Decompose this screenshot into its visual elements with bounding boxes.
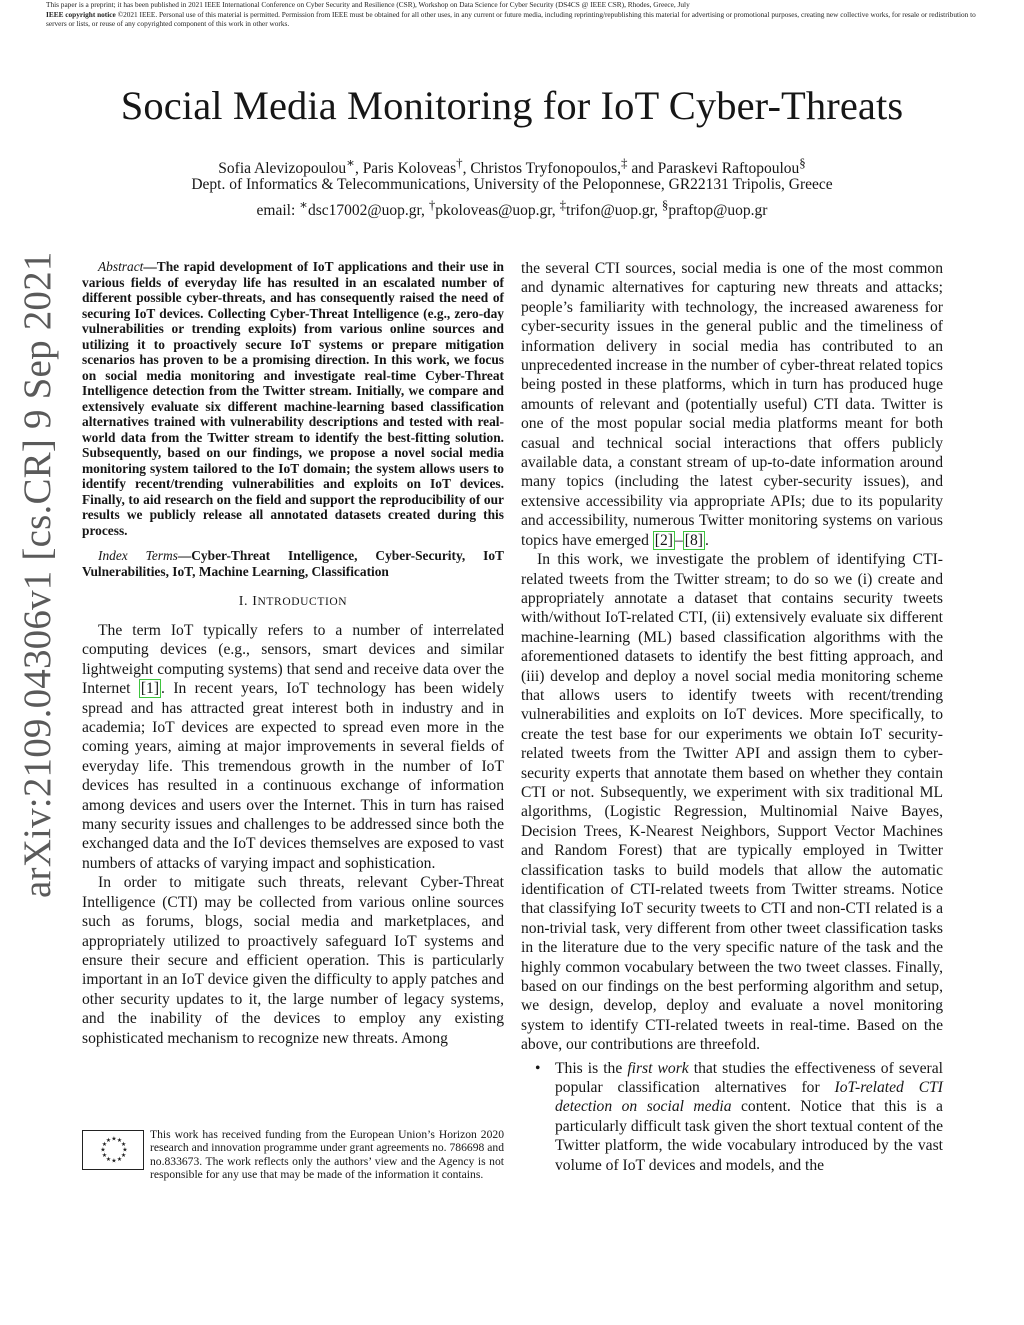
copyright-notice	[46, 0, 986, 29]
email-2-mark: †	[428, 197, 436, 212]
abstract	[82, 259, 504, 538]
notice-text: ©2021 IEEE. Personal use of this material is permitted. Permission from IEEE must be obtained for all other uses, in any current or future media, including reprinting/republishing this material for advertising or promotional purposes, creating new collective works, for resale or redistribution to servers or lists, or reuse of any copyrighted component of this work in other works.	[46, 9, 976, 29]
bullet-text-b: that studies the effectiveness of several popular classification alternatives for	[555, 1059, 943, 1097]
email-3-mark: ‡	[559, 197, 567, 212]
eu-star-icon: ★	[120, 1142, 127, 1148]
index-terms	[82, 548, 504, 579]
bullet-emphasis-2: IoT-related CTI detection on social media	[555, 1079, 943, 1116]
author-4: and Paraskevi Raftopoulou	[627, 160, 800, 178]
right-p1-start: the several CTI sources, social media is one of the most common and dynamic alternatives for capturing new threats and attacks; people’s familiarity with technology, the increased awareness for cyber-security issues in the general public and the timeliness of information delivery in social media has contributed to an unprecedented increase in the number of cyber-threat related topics being posted in these platforms, which in turn has produced huge amounts of relevant and (potentially useful) CTI data. Twitter is one of the most popular social media platforms meant for both casual and technical social interactions that offers publicly available data, a constant stream of up-to-date information around many topics (including the latest cyber-security issues), and extensive accessibility via appropriate APIs; due to its popularity and accessibility, numerous Twitter monitoring systems on various topics have emerged	[521, 260, 943, 549]
email-4-mark: §	[661, 197, 669, 212]
index-terms-text: —Cyber-Threat Intelligence, Cyber-Security, IoT Vulnerabilities, IoT, Machine Learning, Classification	[82, 548, 504, 579]
affiliation: Dept. of Informatics & Telecommunications, University of the Peloponnese, GR22131 Tripolis, Greece	[191, 176, 833, 193]
section-number: I.	[238, 594, 253, 609]
intro-paragraph-1	[82, 621, 504, 873]
eu-star-icon: ★	[101, 1142, 108, 1148]
eu-star-icon: ★	[116, 1157, 123, 1164]
author-2: , Paris Koloveas	[354, 160, 457, 178]
bullet-text-a: This is the	[555, 1059, 628, 1077]
author-3-mark: ‡	[621, 155, 628, 170]
email-list	[0, 195, 1024, 221]
author-1: Sofia Alevizopoulou	[218, 160, 347, 178]
notice-label: IEEE copyright notice	[46, 9, 116, 19]
notice-line-2	[46, 10, 986, 29]
citation-link-2[interactable]: [2]	[654, 531, 673, 549]
author-4-mark: §	[799, 155, 806, 170]
author-1-mark: ∗	[346, 155, 355, 170]
contribution-bullet-1	[521, 1059, 943, 1175]
intro-p1-start: The term IoT typically refers to a number of interrelated computing devices (e.g., sensors, smart devices and similar lightweight computing systems) that send and receive data over the Internet	[82, 622, 504, 698]
eu-star-icon: ★	[105, 1137, 112, 1144]
right-column	[521, 259, 943, 1175]
email-prefix: email:	[256, 202, 300, 220]
footnote-text: This work has received funding from the European Union’s Horizon 2020 research and innovation programme under grant agreements no. 786698 and no.833673. The work reflects only the authors’ view and the Agency is not responsible for any use that may be made of the information it contains.	[150, 1128, 504, 1182]
bullet-icon: •	[535, 1059, 541, 1077]
abstract-text: —The rapid development of IoT applications and their use in various fields of everyday life has resulted in an escalated number of different possible cyber-threats, and has consequently raised the need of securing IoT devices. Collecting Cyber-Threat Intelligence (e.g., zero-day vulnerabilities or trending exploits) from various online sources and utilizing it to proactively secure IoT systems or prepare mitigation scenarios has proven to be a promising direction. In this work, we focus on social media monitoring and investigate real-time Cyber-Threat Intelligence detection from the Twitter stream. Initially, we compare and extensively evaluate six different machine-learning based classification alternatives trained with vulnerability descriptions and tested with real-world data from the Twitter stream to identify the best-fitting solution. Subsequently, based on our findings, we propose a novel social media monitoring system tailored to the IoT domain; the system allows users to identify recent/trending vulnerabilities and exploits on IoT devices. Finally, to aid research on the field and support the reproducibility of our results we publicly release all annotated datasets created during this process.	[82, 259, 504, 538]
arxiv-identifier: arXiv:2109.04306v1 [cs.CR] 9 Sep 2021	[16, 251, 59, 898]
index-terms-lead: Index Terms	[98, 548, 178, 563]
email-1-mark: ∗	[299, 197, 308, 212]
citation-dash: –	[674, 531, 683, 549]
author-2-mark: †	[456, 155, 463, 170]
funding-footnote	[82, 1128, 504, 1182]
intro-paragraph-2: In order to mitigate such threats, relevant Cyber-Threat Intelligence (CTI) may be collected from various online sources such as forums, blogs, social media and marketplaces, and appropriately utilized to proactively safeguard IoT systems and ensure their secure and efficient operation. This is particularly important in an IoT device given the difficulty to apply patches and other security updates to it, the large number of legacy systems, and the inability of the devices to employ any existing sophisticated mechanism to recognize new threats. Among	[82, 874, 504, 1047]
citation-link-8[interactable]: [8]	[684, 531, 703, 549]
right-paragraph-2: In this work, we investigate the problem of identifying CTI-related tweets from the Twitter stream; to do so we (i) create and appropriately annotate a dataset that contains security tweets with/without IoT-related CTI, (ii) extensively evaluate six different machine-learning (ML) based classification algorithms with the aforementioned datasets to identify the best fitting approach, and (iii) develop and deploy a novel social media monitoring scheme that allows users to identify tweets with recent/trending vulnerabilities and exploits on IoT devices. More specifically, to create the test base for our experiments we obtain IoT security-related tweets from the Twitter API and assign them to cyber-security experts that annotate them based on whether they contain CTI or not. Subsequently, we experiment with six traditional ML algorithms, (Logistic Regression, Multinomial Naive Bayes, Decision Trees, K-Nearest Neighbors, Support Vector Machines and Random Forest) that are typically employed in Twitter classification tasks to build models that allow the automatic identification of CTI-related tweets from Twitter streams. Notice that classifying IoT security tweets to CTI and non-CTI related is a non-trivial task, very different from other tweet classification tasks in the literature due to the very specific nature of the task and the highly common vocabulary between the two tweet classes. Finally, based on our findings on the best performing algorithm and setup, we design, develop, deploy and evaluate a novel monitoring system to identify CTI-related tweets in real-time. Based on the above, our contributions are threefold.	[521, 551, 943, 1054]
author-3: , Christos Tryfonopoulos,	[462, 160, 622, 178]
email-4[interactable]: praftop@uop.gr	[668, 202, 768, 220]
left-column	[82, 259, 504, 1048]
eu-star-icon: ★	[105, 1157, 112, 1164]
eu-star-icon: ★	[111, 1136, 117, 1143]
email-1[interactable]: dsc17002@uop.gr,	[307, 202, 429, 220]
right-paragraph-1	[521, 259, 943, 550]
eu-flag-icon	[82, 1130, 144, 1170]
abstract-lead: Abstract	[98, 259, 144, 274]
right-p1-end: .	[704, 531, 709, 549]
paper-title: Social Media Monitoring for IoT Cyber-Threats	[120, 83, 904, 128]
eu-star-icon: ★	[100, 1147, 106, 1154]
eu-star-icon: ★	[122, 1147, 128, 1154]
section-initial: I	[252, 594, 258, 609]
intro-p1-end: . In recent years, IoT technology has been widely spread and has attracted great interest both in industry and in academia; IoT devices are expected to spread even more in the coming years, aiming at major improvements in several fields of everyday life. This tremendous growth in the number of IoT devices has resulted in a continuous exchange of information among devices and users over the Internet. This in turn has raised many security issues and challenges to be addressed since both the exchanged data and the IoT devices themselves are exposed to vast numbers of attacks of varying impact and sophistication.	[82, 680, 504, 872]
section-rest: NTRODUCTION	[257, 596, 348, 608]
bullet-emphasis-1: first work	[627, 1059, 689, 1077]
eu-star-icon: ★	[116, 1137, 123, 1144]
eu-stars-icon	[98, 1133, 130, 1165]
section-heading-introduction	[82, 593, 504, 611]
eu-star-icon: ★	[111, 1158, 117, 1165]
email-3[interactable]: trifon@uop.gr,	[566, 202, 662, 220]
bullet-text-c: content. Notice that this is a particularly difficult task given the short textual content of the Twitter platform, the wide vocabulary introduced by the vast volume of IoT devices and models, and the	[555, 1098, 943, 1174]
eu-star-icon: ★	[120, 1153, 127, 1159]
eu-star-icon: ★	[101, 1153, 108, 1159]
email-2[interactable]: pkoloveas@uop.gr,	[435, 202, 560, 220]
citation-link-1[interactable]: [1]	[140, 680, 160, 698]
notice-line-1: This paper is a preprint; it has been published in 2021 IEEE International Conference on Cyber Security and Resilience (CSR), Workshop on Data Science for Cyber Security (DS4CS @ IEEE CSR), Rhodes, Greece, July	[46, 0, 690, 9]
